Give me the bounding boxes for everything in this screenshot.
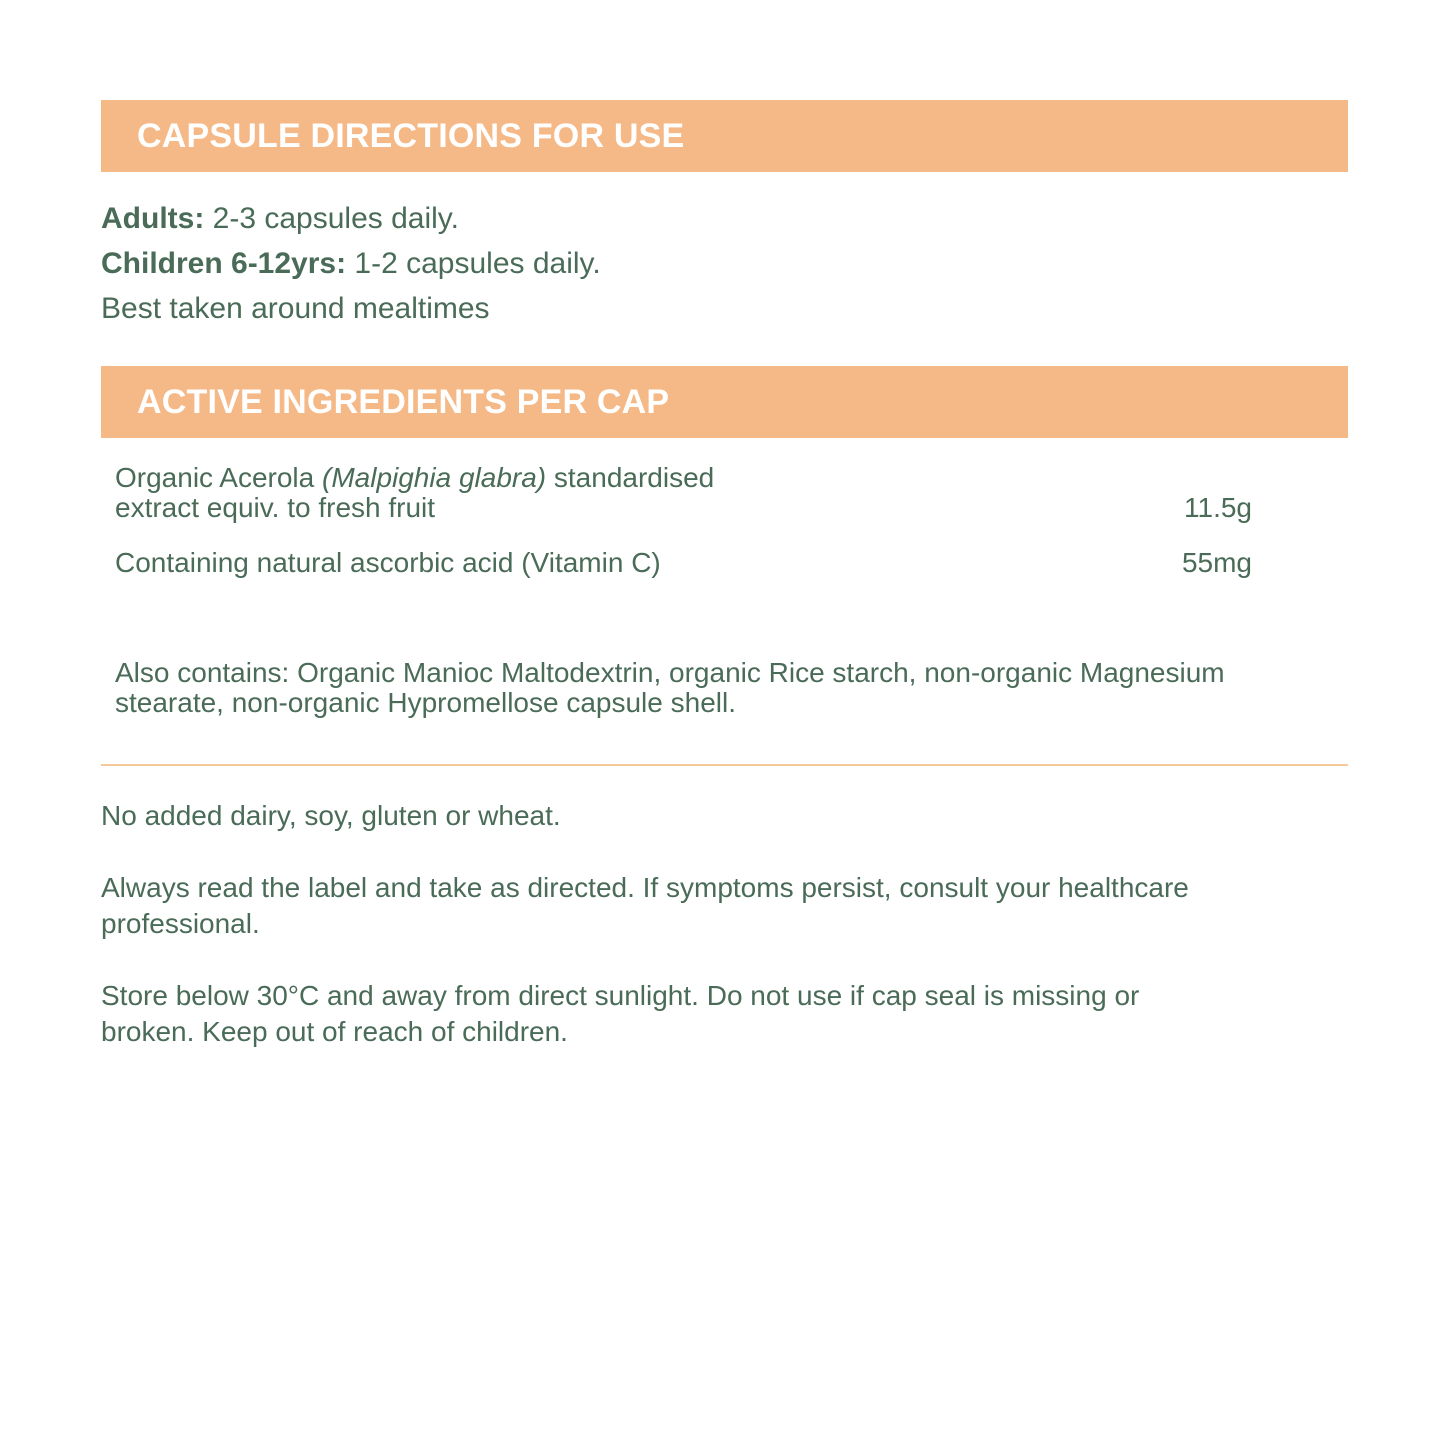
ingredient-vitamin-c-amount: 55mg (1181, 547, 1252, 578)
ingredient-acerola-line2: extract equiv. to fresh fruit (115, 492, 436, 523)
ingredients-header (101, 366, 1348, 438)
best-taken-line: Best taken around mealtimes (101, 292, 490, 325)
ingredient-vitamin-c: Containing natural ascorbic acid (Vitamin C) (115, 547, 661, 578)
storage-note: Store below 30°C and away from direct sunlight. Do not use if cap seal is missing or broken. Keep out of reach of children. (101, 980, 1140, 1047)
allergen-note: No added dairy, soy, gluten or wheat. (101, 800, 561, 831)
ingredient-acerola-suffix: standardised (546, 462, 715, 493)
children-label: Children 6-12yrs: (101, 247, 347, 280)
adults-dosage: 2-3 capsules daily. (204, 202, 459, 235)
divider (101, 764, 1348, 766)
directions-heading: CAPSULE DIRECTIONS FOR USE (137, 117, 685, 155)
ingredient-acerola-line1 (115, 463, 714, 493)
ingredient-acerola (115, 463, 714, 523)
also-contains: Also contains: Organic Manioc Maltodextrin, organic Rice starch, non-organic Magnesium stearate, non-organic Hypromellose capsule shell. (115, 657, 1225, 718)
ingredient-acerola-botanical: (Malpighia glabra) (322, 462, 547, 493)
directions-header (101, 100, 1348, 172)
adults-label: Adults: (101, 202, 205, 235)
directions-block (101, 196, 601, 331)
children-line (101, 241, 601, 286)
ingredient-acerola-prefix: Organic Acerola (115, 462, 322, 493)
adults-line (101, 196, 601, 241)
children-dosage: 1-2 capsules daily. (346, 247, 601, 280)
label-warning: Always read the label and take as directed. If symptoms persist, consult your healthcare professional. (101, 872, 1189, 939)
ingredient-acerola-amount: 11.5g (1184, 492, 1252, 523)
ingredients-heading: ACTIVE INGREDIENTS PER CAP (137, 383, 670, 421)
